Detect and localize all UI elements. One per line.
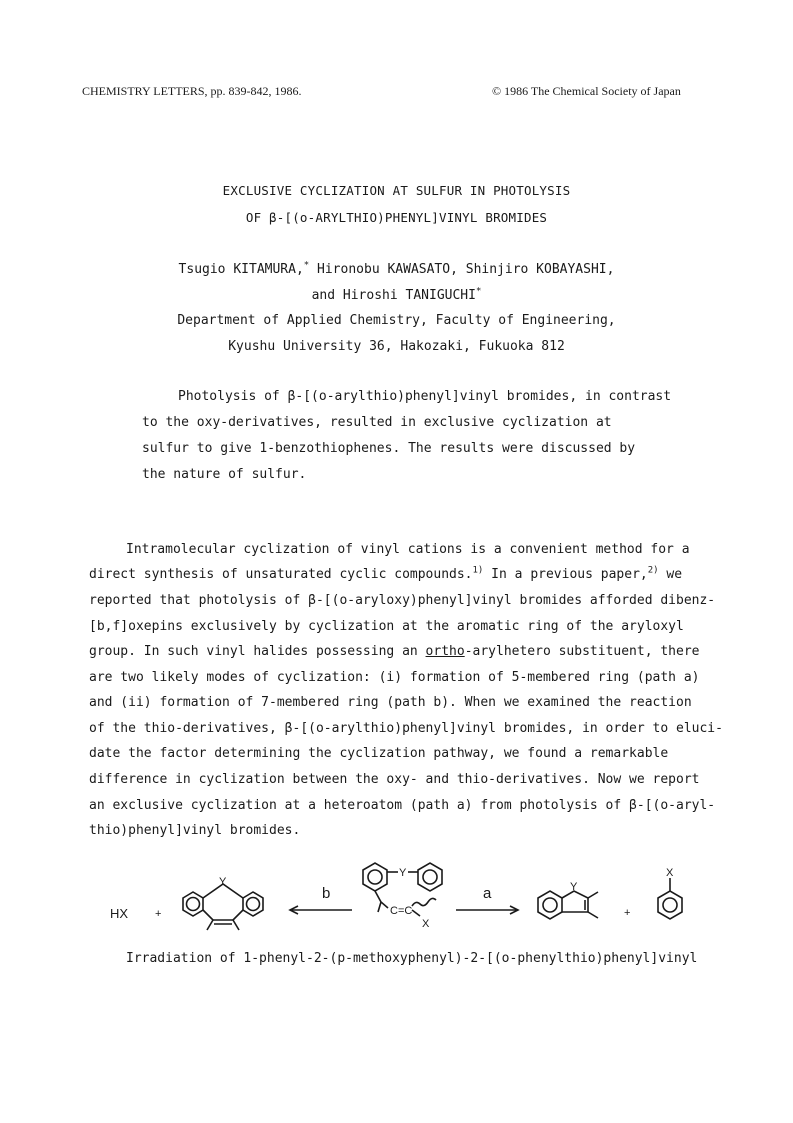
author-line-2 — [0, 288, 793, 303]
corresponding-mark: * — [475, 286, 482, 297]
paper-title-line-2: OF β-[(o-ARYLTHIO)PHENYL]VINYL BROMIDES — [245, 210, 548, 225]
affiliation-line-1: Department of Applied Chemistry, Faculty of Engineering, — [177, 313, 616, 328]
path-b-label: b — [322, 885, 331, 902]
halogen-label: X — [422, 918, 430, 930]
reaction-scheme — [100, 860, 720, 940]
abstract-line: the nature of sulfur. — [142, 467, 307, 482]
author-list-rest: Hironobu KAWASATO, Shinjiro KOBAYASHI, — [309, 262, 615, 277]
abstract-line: Photolysis of β-[(o-arylthio)phenyl]vinyl bromides, in contrast — [178, 389, 672, 404]
body-text: -arylhetero substituent, there — [464, 644, 700, 659]
heteroatom-label: Y — [570, 881, 578, 893]
ortho-term: ortho — [425, 644, 465, 659]
body-line: Intramolecular cyclization of vinyl cations is a convenient method for a — [126, 542, 690, 557]
author-kitamura: Tsugio KITAMURA, — [178, 262, 304, 277]
corresponding-mark: * — [303, 260, 310, 271]
journal-citation: CHEMISTRY LETTERS, pp. 839-842, 1986. — [82, 84, 302, 98]
heteroatom-label: Y — [399, 867, 407, 879]
halobenzene-structure — [658, 878, 682, 919]
vinyl-carbon-label: C=C — [390, 905, 413, 917]
body-line: thio)phenyl]vinyl bromides. — [89, 823, 301, 838]
halogen-label: X — [666, 867, 674, 879]
hx-label: HX — [110, 906, 129, 921]
body-line: an exclusive cyclization at a heteroatom (path a) from photolysis of β-[(o-aryl- — [89, 798, 716, 813]
body-line: are two likely modes of cyclization: (i) formation of 5-membered ring (path a) — [89, 670, 700, 685]
abstract-line: to the oxy-derivatives, resulted in exclusive cyclization at — [142, 415, 612, 430]
heteroatom-label: Y — [219, 876, 227, 888]
dibenzoxepin-structure — [183, 884, 263, 930]
body-text: group. In such vinyl halides possessing an — [89, 644, 426, 659]
body-line — [89, 567, 682, 582]
reference-1: 1) — [472, 565, 484, 576]
path-a-label: a — [483, 885, 492, 902]
author-line-1 — [0, 262, 793, 277]
benzothiophene-structure — [538, 891, 598, 919]
body-text: we — [658, 567, 683, 582]
body-line: reported that photolysis of β-[(o-aryloxy)phenyl]vinyl bromides afforded dibenz- — [89, 593, 716, 608]
body-line: date the factor determining the cyclization pathway, we found a remarkable — [89, 746, 669, 761]
plus-sign: + — [155, 908, 162, 920]
reference-2: 2) — [647, 565, 659, 576]
paper-title-line-1: EXCLUSIVE CYCLIZATION AT SULFUR IN PHOTOLYSIS — [222, 183, 571, 198]
body-text: direct synthesis of unsaturated cyclic compounds. — [89, 567, 473, 582]
copyright-notice: © 1986 The Chemical Society of Japan — [492, 84, 681, 98]
body-line: of the thio-derivatives, β-[(o-arylthio)phenyl]vinyl bromides, in order to eluci- — [89, 721, 723, 736]
body-line — [89, 644, 700, 659]
body-line: Irradiation of 1-phenyl-2-(p-methoxyphenyl)-2-[(o-phenylthio)phenyl]vinyl — [126, 951, 698, 966]
abstract-line: sulfur to give 1-benzothiophenes. The results were discussed by — [142, 441, 636, 456]
author-taniguchi: and Hiroshi TANIGUCHI — [311, 288, 476, 303]
body-line: [b,f]oxepins exclusively by cyclization at the aromatic ring of the aryloxyl — [89, 619, 684, 634]
plus-sign: + — [624, 907, 631, 919]
body-text: In a previous paper, — [483, 567, 648, 582]
body-line: difference in cyclization between the oxy- and thio-derivatives. Now we report — [89, 772, 700, 787]
body-line: and (ii) formation of 7-membered ring (path b). When we examined the reaction — [89, 695, 692, 710]
affiliation-line-2: Kyushu University 36, Hakozaki, Fukuoka 812 — [228, 339, 565, 354]
